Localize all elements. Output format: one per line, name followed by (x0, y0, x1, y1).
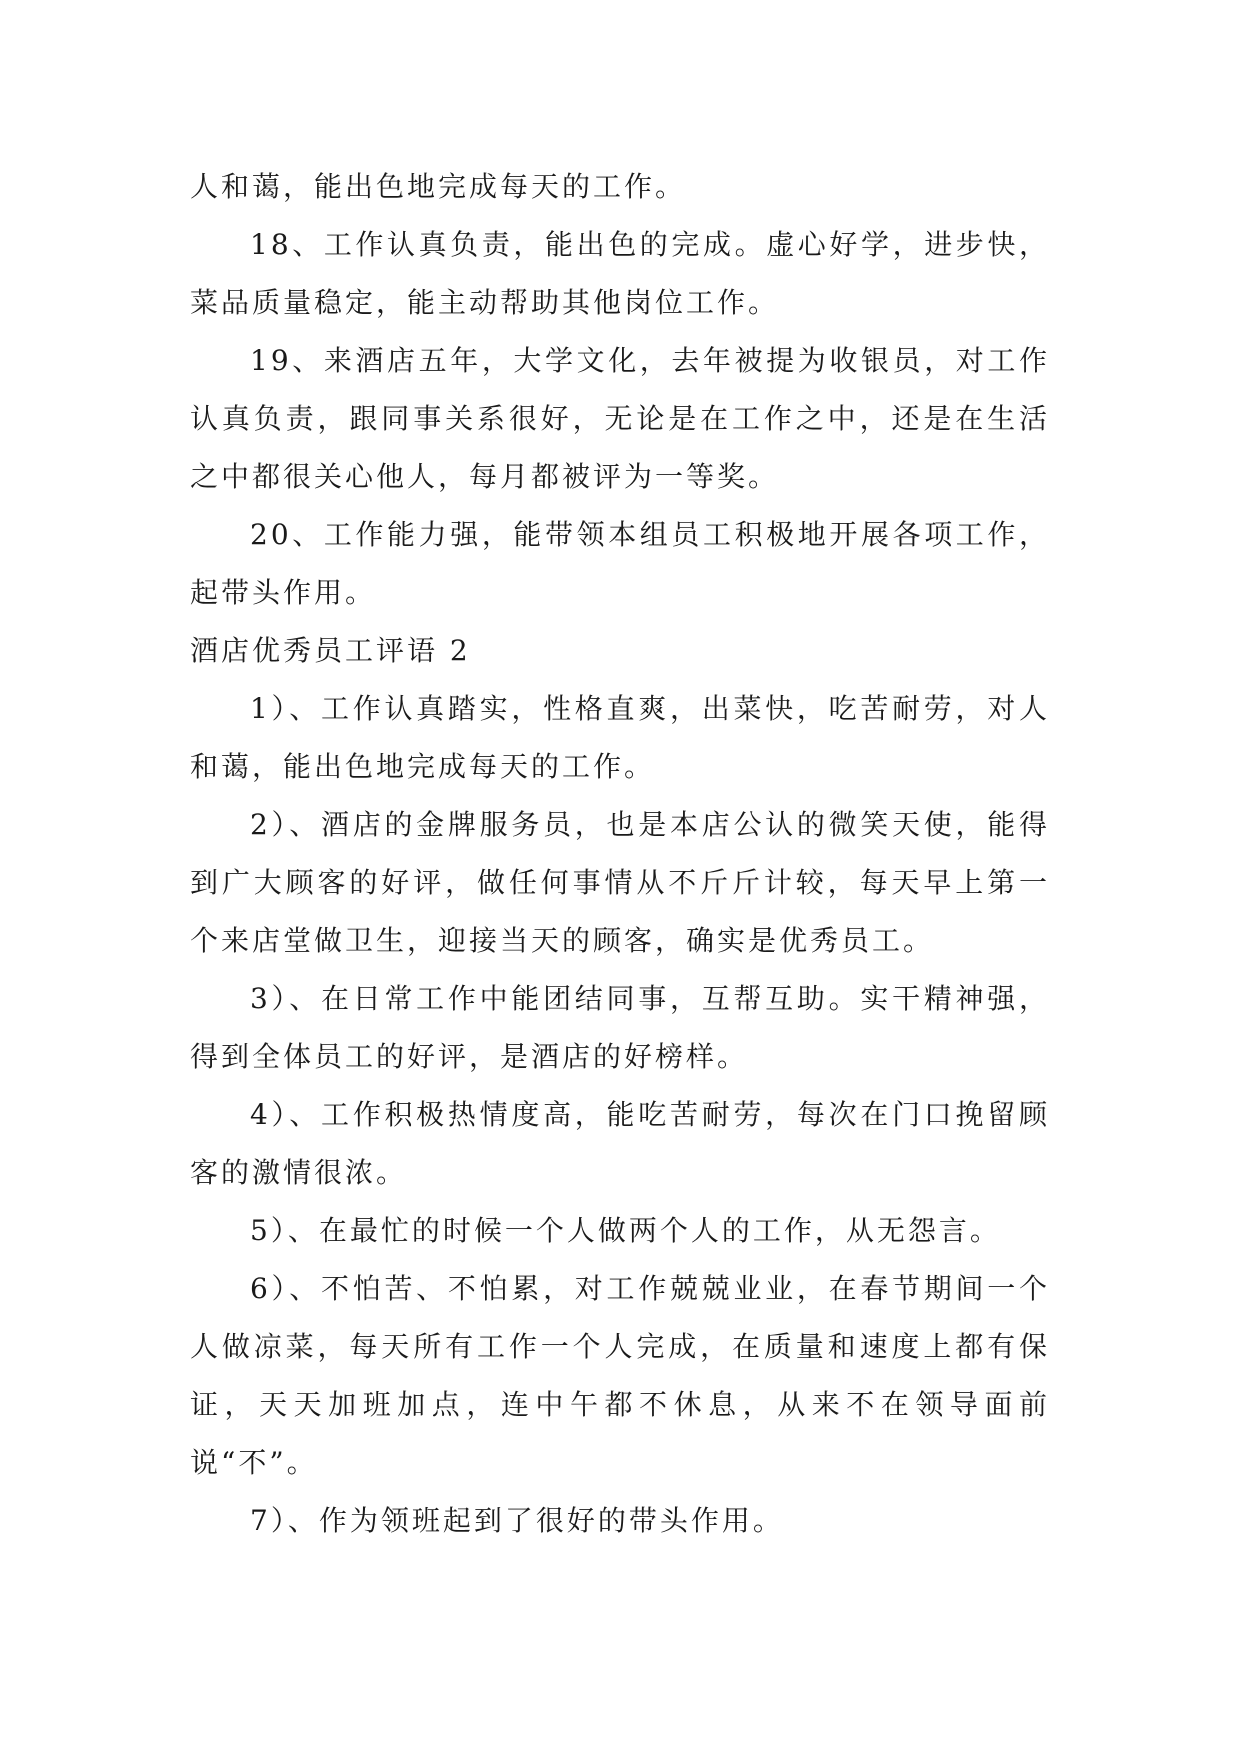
paragraph-item-5: 5）、在最忙的时候一个人做两个人的工作，从无怨言。 (250, 1214, 1001, 1247)
paragraph-item-1: 1）、工作认真踏实，性格直爽，出菜快，吃苦耐劳，对人和蔼，能出色地完成每天的工作。 (190, 692, 1050, 783)
paragraph-item-7: 7）、作为领班起到了很好的带头作用。 (250, 1504, 784, 1537)
paragraph-item-20: 20、工作能力强，能带领本组员工积极地开展各项工作，起带头作用。 (190, 518, 1050, 609)
document-body (190, 158, 1050, 1550)
paragraph-continued: 人和蔼，能出色地完成每天的工作。 (190, 170, 687, 203)
paragraph-item-6: 6）、不怕苦、不怕累，对工作兢兢业业，在春节期间一个人做凉菜，每天所有工作一个人完成，在质量和速度上都有保证，天天加班加点，连中午都不休息，从来不在领导面前说“不”。 (190, 1272, 1050, 1479)
paragraph-item-18: 18、工作认真负责，能出色的完成。虚心好学，进步快，菜品质量稳定，能主动帮助其他岗位工作。 (190, 228, 1050, 319)
paragraph-item-19: 19、来酒店五年，大学文化，去年被提为收银员，对工作认真负责，跟同事关系很好，无论是在工作之中，还是在生活之中都很关心他人，每月都被评为一等奖。 (190, 344, 1050, 493)
paragraph-item-4: 4）、工作积极热情度高，能吃苦耐劳，每次在门口挽留顾客的激情很浓。 (190, 1098, 1050, 1189)
paragraph-item-2: 2）、酒店的金牌服务员，也是本店公认的微笑天使，能得到广大顾客的好评，做任何事情从不斤斤计较，每天早上第一个来店堂做卫生，迎接当天的顾客，确实是优秀员工。 (190, 808, 1050, 957)
section-heading: 酒店优秀员工评语 2 (190, 634, 471, 667)
paragraph-item-3: 3）、在日常工作中能团结同事，互帮互助。实干精神强，得到全体员工的好评，是酒店的好榜样。 (190, 982, 1050, 1073)
